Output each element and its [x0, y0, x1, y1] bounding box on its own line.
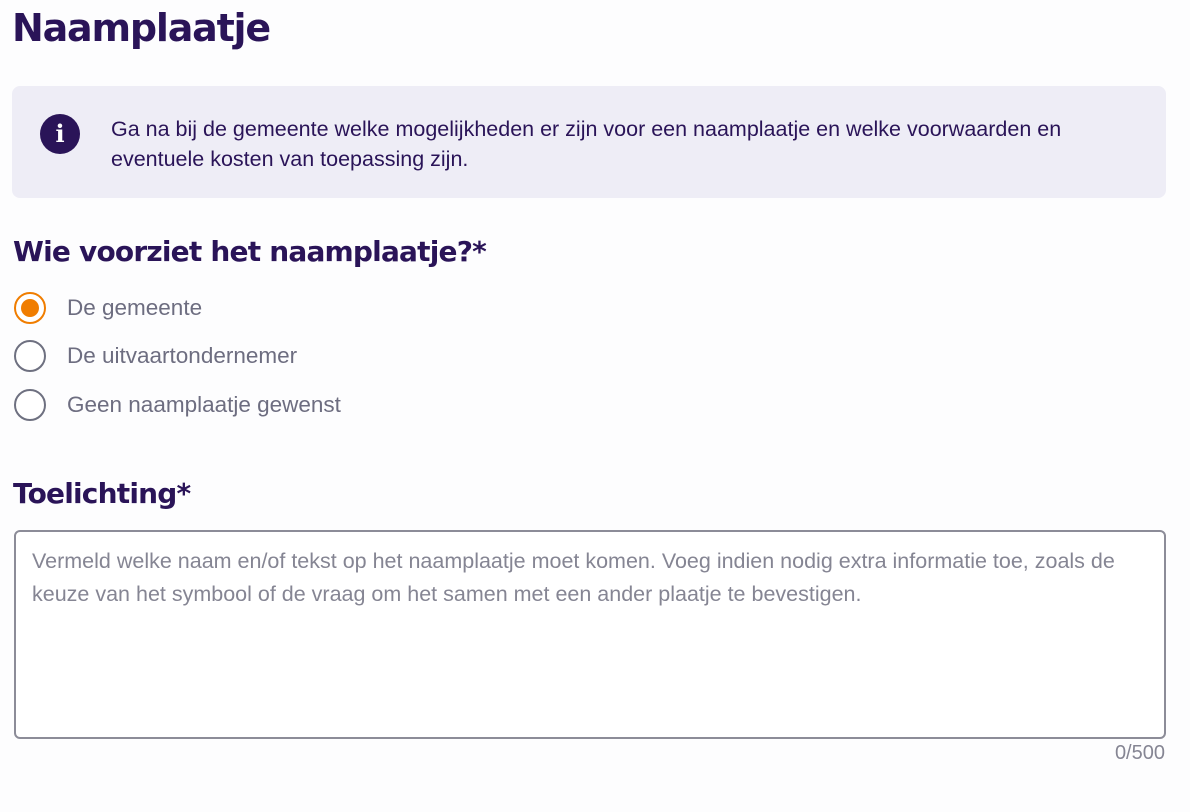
- radio-button[interactable]: [14, 389, 46, 421]
- radio-button-selected[interactable]: [14, 292, 46, 324]
- info-text: Ga na bij de gemeente welke mogelijkheden er zijn voor een naamplaatje en welke voorwaarden en eventuele kosten van toepassing zijn.: [111, 117, 1062, 171]
- explanation-heading: Toelichting*: [13, 477, 191, 510]
- radio-label[interactable]: De gemeente: [67, 295, 203, 320]
- radio-label[interactable]: De uitvaartondernemer: [67, 343, 298, 368]
- question-heading: Wie voorziet het naamplaatje?*: [13, 235, 487, 268]
- info-banner: [12, 86, 1166, 198]
- page-title: Naamplaatje: [12, 6, 270, 50]
- character-counter: 0/500: [1114, 742, 1165, 764]
- radio-option-gemeente[interactable]: [14, 291, 202, 325]
- radio-option-geen-naamplaatje[interactable]: [14, 388, 341, 422]
- radio-option-uitvaartondernemer[interactable]: [14, 339, 297, 373]
- radio-label[interactable]: Geen naamplaatje gewenst: [67, 392, 341, 417]
- info-icon: i: [40, 114, 80, 154]
- explanation-textarea[interactable]: [14, 530, 1166, 739]
- radio-button[interactable]: [14, 340, 46, 372]
